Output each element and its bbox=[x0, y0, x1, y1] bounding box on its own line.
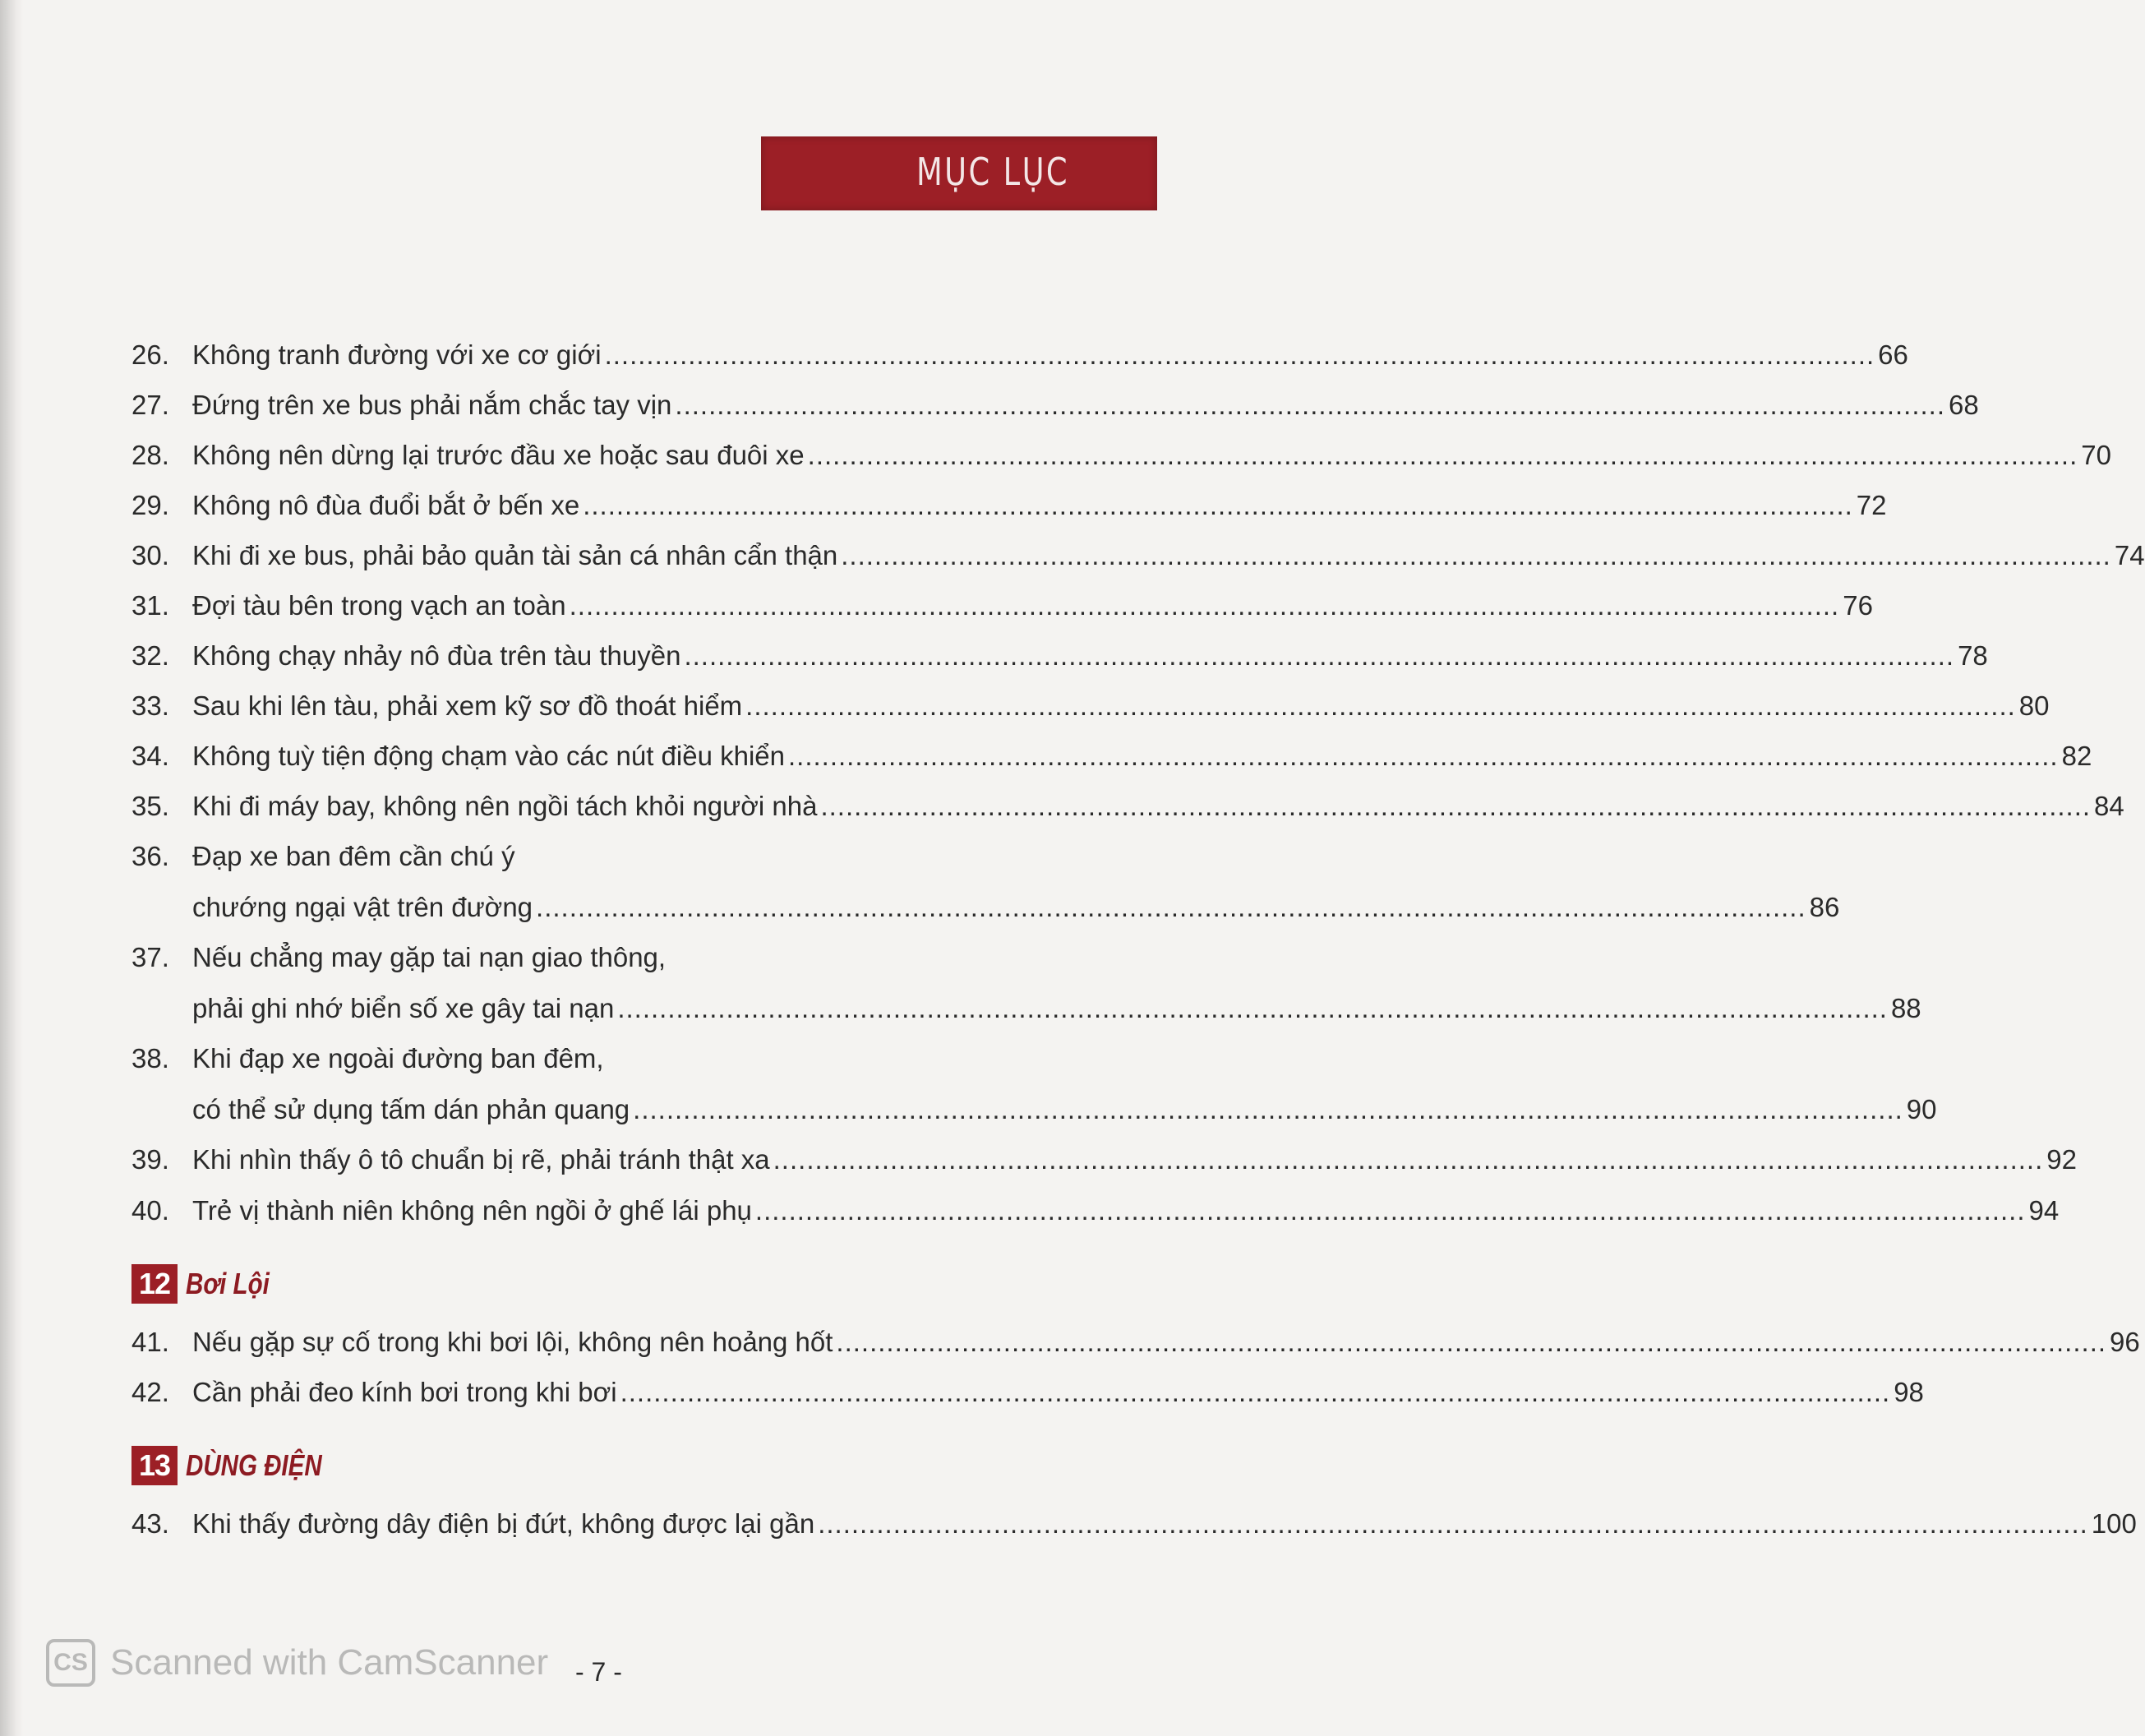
toc-entry-continuation[interactable] bbox=[192, 1088, 1937, 1131]
entry-page: 98 bbox=[1894, 1377, 1924, 1407]
entry-title: Đứng trên xe bus phải nắm chắc tay vịn bbox=[192, 390, 672, 420]
entry-title: Cần phải đeo kính bơi trong khi bơi bbox=[192, 1377, 617, 1407]
entry-title: Không nên dừng lại trước đầu xe hoặc sau đuôi xe bbox=[192, 440, 805, 470]
entry-number: 33. bbox=[131, 690, 169, 721]
dot-leader: ........................................................................................................................................................ bbox=[583, 490, 1853, 520]
dot-leader: ........................................................................................................................................................ bbox=[836, 1327, 2107, 1357]
entry-page: 92 bbox=[2046, 1144, 2077, 1175]
entry-number: 38. bbox=[131, 1043, 169, 1073]
entry-page: 70 bbox=[2081, 440, 2111, 470]
dot-leader: ........................................................................................................................................................ bbox=[633, 1094, 1903, 1124]
dot-leader: ........................................................................................................................................................ bbox=[569, 590, 1840, 621]
dot-leader: ........................................................................................................................................................ bbox=[841, 540, 2111, 570]
toc-entry-first-line[interactable] bbox=[131, 936, 667, 979]
watermark-text: Scanned with CamScanner bbox=[110, 1642, 549, 1683]
toc-entry[interactable] bbox=[131, 534, 2145, 577]
entry-page: 86 bbox=[1809, 892, 1840, 922]
entry-title: Khi đi xe bus, phải bảo quản tài sản cá nhân cẩn thận bbox=[192, 540, 838, 570]
toc-entry-first-line[interactable] bbox=[131, 835, 515, 878]
toc-entry-continuation[interactable] bbox=[192, 987, 1921, 1030]
entry-title: Nếu gặp sự cố trong khi bơi lội, không nên hoảng hốt bbox=[192, 1327, 833, 1357]
entry-number: 42. bbox=[131, 1377, 169, 1407]
entry-page: 68 bbox=[1949, 390, 1979, 420]
dot-leader: ........................................................................................................................................................ bbox=[745, 690, 2016, 721]
toc-entry[interactable] bbox=[131, 334, 1908, 376]
dot-leader: ........................................................................................................................................................ bbox=[788, 741, 2059, 771]
entry-number: 35. bbox=[131, 791, 169, 821]
toc-entry[interactable] bbox=[131, 735, 2092, 778]
entry-number: 43. bbox=[131, 1508, 169, 1539]
toc-entry[interactable] bbox=[131, 635, 1988, 677]
section-title: DÙNG ĐIỆN bbox=[186, 1448, 322, 1482]
entry-number: 36. bbox=[131, 841, 169, 871]
dot-leader: ........................................................................................................................................................ bbox=[820, 791, 2092, 821]
entry-title: Không tuỳ tiện động chạm vào các nút điều khiển bbox=[192, 741, 785, 771]
dot-leader: ........................................................................................................................................................ bbox=[754, 1195, 2026, 1226]
entry-number: 41. bbox=[131, 1327, 169, 1357]
entry-number: 34. bbox=[131, 741, 169, 771]
entry-number: 31. bbox=[131, 590, 169, 621]
entry-title: Đợi tàu bên trong vạch an toàn bbox=[192, 590, 566, 621]
entry-number: 32. bbox=[131, 640, 169, 671]
toc-entry[interactable] bbox=[131, 584, 1873, 627]
entry-title: Trẻ vị thành niên không nên ngồi ở ghế lái phụ bbox=[192, 1195, 752, 1226]
entry-title: Không nô đùa đuổi bắt ở bến xe bbox=[192, 490, 580, 520]
dot-leader: ........................................................................................................................................................ bbox=[773, 1144, 2044, 1175]
toc-entry[interactable] bbox=[131, 785, 2124, 828]
toc-entry[interactable] bbox=[131, 1189, 2060, 1232]
entry-title: Đạp xe ban đêm cần chú ý bbox=[192, 841, 515, 871]
entry-page: 66 bbox=[1878, 339, 1908, 370]
dot-leader: ........................................................................................................................................................ bbox=[617, 993, 1888, 1023]
entry-page: 96 bbox=[2110, 1327, 2140, 1357]
entry-number: 27. bbox=[131, 390, 169, 420]
toc-entry[interactable] bbox=[131, 484, 1887, 527]
entry-number: 30. bbox=[131, 540, 169, 570]
dot-leader: ........................................................................................................................................................ bbox=[604, 339, 1875, 370]
toc-entry[interactable] bbox=[131, 1138, 2077, 1181]
dot-leader: ........................................................................................................................................................ bbox=[684, 640, 1955, 671]
entry-number: 40. bbox=[131, 1195, 169, 1226]
toc-entry[interactable] bbox=[131, 1503, 2137, 1545]
toc-entry[interactable] bbox=[131, 1321, 2140, 1364]
entry-title: Không chạy nhảy nô đùa trên tàu thuyền bbox=[192, 640, 681, 671]
dot-leader: ........................................................................................................................................................ bbox=[807, 440, 2078, 470]
page-edge-shadow bbox=[0, 0, 23, 1736]
dot-leader: ........................................................................................................................................................ bbox=[620, 1377, 1891, 1407]
entry-page: 88 bbox=[1890, 993, 1921, 1023]
entry-page: 94 bbox=[2028, 1195, 2060, 1226]
entry-page: 76 bbox=[1843, 590, 1873, 621]
toc-entry-continuation[interactable] bbox=[192, 886, 1840, 929]
entry-title: Sau khi lên tàu, phải xem kỹ sơ đồ thoát hiểm bbox=[192, 690, 743, 721]
page-number: - 7 - bbox=[575, 1657, 622, 1687]
entry-page: 74 bbox=[2114, 540, 2145, 570]
camscanner-logo-icon: CS bbox=[46, 1639, 95, 1687]
entry-title: Khi thấy đường dây điện bị đứt, không được lại gần bbox=[192, 1508, 815, 1539]
entry-page: 100 bbox=[2091, 1508, 2137, 1539]
toc-entry[interactable] bbox=[131, 685, 2050, 727]
entry-page: 82 bbox=[2061, 741, 2092, 771]
section-heading-12[interactable] bbox=[131, 1263, 288, 1304]
dot-leader: ........................................................................................................................................................ bbox=[675, 390, 1946, 420]
toc-entry-first-line[interactable] bbox=[131, 1037, 604, 1080]
entry-number: 39. bbox=[131, 1144, 169, 1175]
entry-number: 37. bbox=[131, 942, 169, 972]
toc-entry[interactable] bbox=[131, 434, 2111, 477]
entry-page: 90 bbox=[1906, 1094, 1937, 1124]
camscanner-watermark bbox=[46, 1639, 548, 1687]
dot-leader: ........................................................................................................................................................ bbox=[536, 892, 1806, 922]
entry-page: 84 bbox=[2094, 791, 2124, 821]
toc-entry[interactable] bbox=[131, 384, 1979, 427]
section-title: Bơi Lội bbox=[186, 1267, 270, 1300]
page-title: MỤC LỤC bbox=[916, 150, 1070, 194]
entry-title-line2: chướng ngại vật trên đường bbox=[192, 892, 533, 922]
entry-title: Không tranh đường với xe cơ giới bbox=[192, 339, 602, 370]
dot-leader: ........................................................................................................................................................ bbox=[818, 1508, 2088, 1539]
entry-page: 80 bbox=[2018, 690, 2050, 721]
entry-number: 26. bbox=[131, 339, 169, 370]
section-heading-13[interactable] bbox=[131, 1445, 352, 1486]
entry-number: 28. bbox=[131, 440, 169, 470]
entry-title: Nếu chẳng may gặp tai nạn giao thông, bbox=[192, 942, 667, 972]
entry-title-line2: phải ghi nhớ biển số xe gây tai nạn bbox=[192, 993, 615, 1023]
section-number-badge: 13 bbox=[131, 1446, 178, 1485]
entry-title-line2: có thể sử dụng tấm dán phản quang bbox=[192, 1094, 630, 1124]
entry-title: Khi đạp xe ngoài đường ban đêm, bbox=[192, 1043, 604, 1073]
entry-number: 29. bbox=[131, 490, 169, 520]
toc-entry[interactable] bbox=[131, 1371, 1924, 1414]
entry-title: Khi nhìn thấy ô tô chuẩn bị rẽ, phải tránh thật xa bbox=[192, 1144, 770, 1175]
section-number-badge: 12 bbox=[131, 1264, 178, 1304]
entry-page: 78 bbox=[1958, 640, 1988, 671]
entry-page: 72 bbox=[1856, 490, 1887, 520]
entry-title: Khi đi máy bay, không nên ngồi tách khỏi người nhà bbox=[192, 791, 818, 821]
